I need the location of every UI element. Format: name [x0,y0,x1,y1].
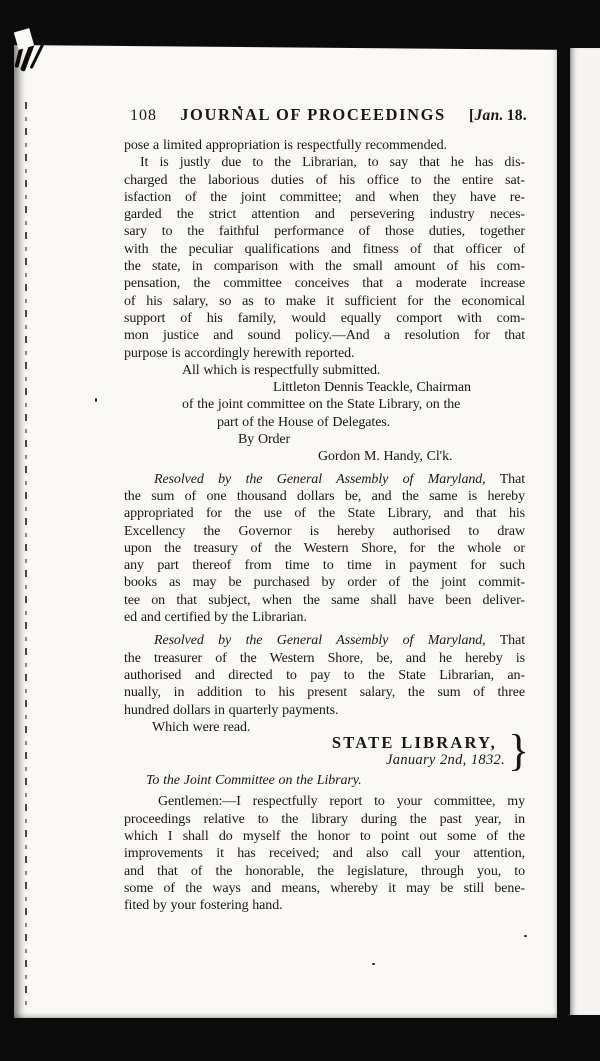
adjacent-page-edge [570,48,600,1015]
letterhead-date: January 2nd, 1832. [386,752,505,769]
librarian-paragraph-line: isfaction of the joint committee; and when they have re- [124,189,525,205]
resolution1-line: any part thereof from time to time in payment for such [124,558,525,574]
resolution1-line: tee on that subject, when the same shall have been deliver- [124,592,525,608]
librarian-paragraph-line: pensation, the committee conceives that a moderate increase [124,276,525,292]
letter-paragraph-line: Gentlemen:—I respectfully report to your committee, my [158,794,525,810]
text-column [124,137,529,914]
resolution2-line: authorised and directed to pay to the State Librarian, an- [124,667,525,683]
letter-paragraph-line: proceedings relative to the library during the past year, in [124,811,525,827]
resolution2-line: nually, in addition to his present salary, the sum of three [124,685,525,701]
clerk-signature: Gordon M. Handy, Cl'k. [318,449,453,465]
resolution1-opening-roman: That [485,471,525,487]
which-were-read-line: Which were read. [152,719,251,735]
librarian-paragraph-line: of his salary, so as to make it sufficient for the economical [124,293,525,309]
resolution1-line: upon the treasury of the Western Shore, for the whole or [124,540,525,556]
resolution2-opening [124,632,525,649]
letter-paragraph-line: and that of the honorable, the legislature, through you, to [124,863,525,879]
resolution1-line: appropriated for the use of the State Library, and that his [124,506,525,522]
librarian-paragraph-line: support of his family, would equally comport with com- [124,310,525,326]
scan-speck [372,963,375,965]
letter-paragraph-line: fited by your fostering hand. [124,898,283,914]
submitted-line: All which is respectfully submitted. [182,362,381,378]
scan-speck [524,935,527,937]
letterhead-brace: } [507,726,529,776]
page-fold-line [25,102,27,1007]
scanned-page [14,42,557,1018]
by-order-line: By Order [238,432,291,448]
librarian-paragraph-line: It is justly due to the Librarian, to say that he has dis- [140,155,525,171]
signature-house: part of the House of Delegates. [217,414,391,430]
resolution1-line: ed and certified by the Librarian. [124,610,307,626]
date-bracket: [ [469,107,475,124]
resolution2-line: the treasurer of the Western Shore, be, and he hereby is [124,650,525,666]
date-day: 18. [506,107,527,124]
librarian-paragraph-line: the state, in comparison with the small amount of his com- [124,259,525,275]
resolution1-opening [124,471,525,488]
scan-top-edge [12,35,572,50]
letter-paragraph-line: some of the ways and means, whereby it may be still bene- [124,880,525,896]
signature-committee: of the joint committee on the State Library, on the [182,397,461,413]
signature-chairman: Littleton Dennis Teackle, Chairman [273,380,471,396]
librarian-paragraph-line: charged the laborious duties of his office to the entire sat- [124,172,525,188]
intro-continuation-line: pose a limited appropriation is respectfully recommended. [124,138,447,153]
resolution1-line: the sum of one thousand dollars be, and the same is hereby [124,488,525,504]
resolution2-opening-italic: Resolved by the General Assembly of Maryland, [154,633,486,649]
salutation-line: To the Joint Committee on the Library. [146,773,362,789]
letterhead-office: STATE LIBRARY, [331,733,497,753]
page-header [122,105,527,125]
date-month: Jan. [474,107,504,124]
resolution2-opening-roman: That [485,633,525,649]
resolution1-line: books as may be purchased by order of the joint commit- [124,575,525,591]
letter-paragraph-line: which I shall do myself the honor to point out some of the [124,828,525,844]
librarian-paragraph-line: sary to the faithful performance of those duties, together [124,224,525,240]
librarian-paragraph-line: garded the strict attention and persevering industry neces- [124,207,525,223]
resolution2-line: hundred dollars in quarterly payments. [124,702,339,718]
journal-title: JOURNAL OF PROCEEDINGS [180,104,446,125]
scan-speck [95,398,97,402]
librarian-paragraph-line: purpose is accordingly herewith reported. [124,345,355,361]
resolution1-line: Excellency the Governor is hereby authorised to draw [124,523,525,539]
header-date [469,107,527,125]
librarian-paragraph-line: mon justice and sound policy.—And a resolution for that [124,328,525,344]
librarian-paragraph-line: with the peculiar qualifications and fitness of that officer of [124,241,525,257]
page-number: 108 [130,107,157,124]
page-corner-curl [6,36,46,76]
resolution1-opening-italic: Resolved by the General Assembly of Maryland, [154,471,486,487]
letter-paragraph-line: improvements it has received; and also call your attention, [124,846,525,862]
